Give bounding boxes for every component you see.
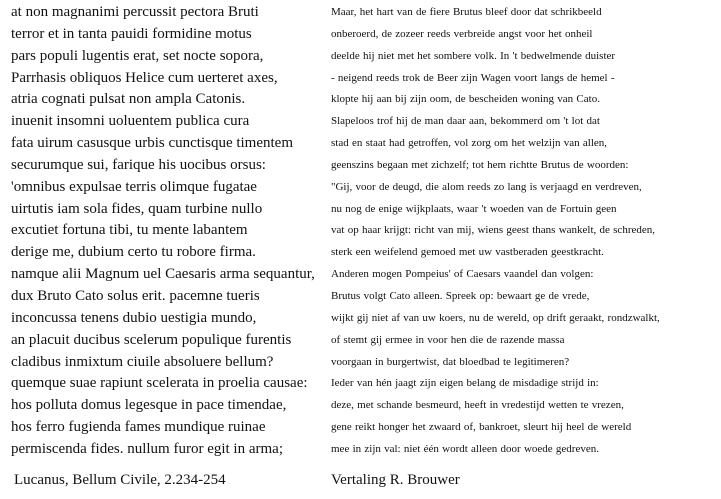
latin-poem-line: hos ferro fugienda fames mundique ruinae bbox=[11, 419, 266, 436]
translation-line: Brutus volgt Cato alleen. Spreek op: bewaart ge de vrede, bbox=[331, 289, 590, 302]
latin-poem-line: at non magnanimi percussit pectora Bruti bbox=[11, 4, 259, 20]
source-citation: Lucanus, Bellum Civile, 2.234-254 bbox=[14, 472, 226, 488]
latin-poem-line: derige me, dubium certo tu robore firma. bbox=[11, 244, 256, 261]
dutch-translation-column bbox=[331, 2, 719, 461]
translation-line: vat op haar krijgt: richt van mij, wiens geest thans wankelt, de schreden, bbox=[331, 224, 655, 237]
latin-poem-line: quemque suae rapiunt scelerata in proelia causae: bbox=[11, 375, 308, 392]
translation-line: mee in zijn val: niet één wordt alleen door woede gedreven. bbox=[331, 442, 599, 455]
latin-poem-line: hos polluta domus legesque in pace timendae, bbox=[11, 397, 287, 414]
translation-line: nu nog de enige wijkplaats, waar 't woeden van de Fortuin geen bbox=[331, 202, 617, 215]
latin-poem-line: 'omnibus expulsae terris olimque fugatae bbox=[11, 178, 257, 195]
latin-poem-line: inuenit insomni uoluentem publica cura bbox=[11, 113, 250, 130]
translation-line: Ieder van hén jaagt zijn eigen belang de misdadige strijd in: bbox=[331, 377, 599, 390]
translation-line: klopte hij aan bij zijn oom, de bescheiden woning van Cato. bbox=[331, 93, 600, 106]
translation-line: sterk een weifelend gemoed met uw vastberaden geestkracht. bbox=[331, 246, 604, 259]
latin-poem-column bbox=[11, 2, 327, 461]
translation-line: voorgaan in burgertwist, dat bloedbad te legitimeren? bbox=[331, 355, 570, 368]
translation-line: geenszins begaan met zichzelf; tot hem richtte Brutus de woorden: bbox=[331, 158, 629, 171]
translation-line: deze, met schande besmeurd, heeft in vredestijd wetten te vrezen, bbox=[331, 399, 624, 412]
latin-poem-line: dux Bruto Cato solus erit. pacemne tueris bbox=[11, 287, 260, 304]
latin-poem-line: uirtutis iam sola fides, quam turbine nullo bbox=[11, 200, 263, 217]
latin-poem-line: securumque sui, farique his uocibus orsus: bbox=[11, 156, 266, 173]
latin-poem-line: pars populi lugentis erat, set nocte sopora, bbox=[11, 47, 264, 64]
translation-line: deelde hij niet met het sombere volk. In 't bedwelmende duister bbox=[331, 49, 616, 62]
translation-line: wijkt gij niet af van uw koers, nu de wereld, op drift geraakt, rondzwalkt, bbox=[331, 311, 660, 324]
latin-poem-line: namque alii Magnum uel Caesaris arma sequantur, bbox=[11, 266, 315, 283]
latin-poem-line: an placuit ducibus scelerum populique furentis bbox=[11, 331, 292, 348]
latin-poem-line: permiscenda fides. nullum furor egit in arma; bbox=[11, 440, 283, 457]
translation-line: stad en staat had getroffen, vol zorg om het welzijn van allen, bbox=[331, 137, 608, 150]
translation-line: Anderen mogen Pompeius' of Caesars vaandel dan volgen: bbox=[331, 268, 594, 281]
latin-poem-line: terror et in tanta pauidi formidine motus bbox=[11, 25, 252, 42]
translation-line: "Gij, voor de deugd, die alom reeds zo lang is verjaagd en verdreven, bbox=[331, 180, 642, 193]
translation-line: - neigend reeds trok de Beer zijn Wagen voort langs de hemel - bbox=[331, 71, 615, 84]
translation-line: Slapeloos trof hij de man daar aan, bekommerd om 't lot dat bbox=[331, 115, 600, 128]
latin-poem-line: atria cognati pulsat non ampla Catonis. bbox=[11, 91, 246, 108]
translation-line: gene reikt honger het zwaard of, bankroet, sleurt hij heel de wereld bbox=[331, 421, 632, 434]
translator-credit: Vertaling R. Brouwer bbox=[331, 472, 460, 488]
latin-poem-line: inconcussa tenens dubio uestigia mundo, bbox=[11, 309, 257, 326]
latin-poem-line: excutiet fortuna tibi, tu mente labantem bbox=[11, 222, 248, 239]
translation-line: onberoerd, de zozeer reeds verbreide angst voor het onheil bbox=[331, 27, 593, 40]
latin-poem-line: fata uirum casusque urbis cunctisque timentem bbox=[11, 135, 294, 152]
translation-line: Maar, het hart van de fiere Brutus bleef door dat schrikbeeld bbox=[331, 6, 602, 18]
latin-poem-line: Parrhasis obliquos Helice cum uerteret axes, bbox=[11, 69, 278, 86]
translation-line: of stemt gij ermee in voor hen die de razende massa bbox=[331, 333, 565, 346]
latin-poem-line: cladibus inmixtum ciuile absoluere bellum? bbox=[11, 353, 274, 370]
